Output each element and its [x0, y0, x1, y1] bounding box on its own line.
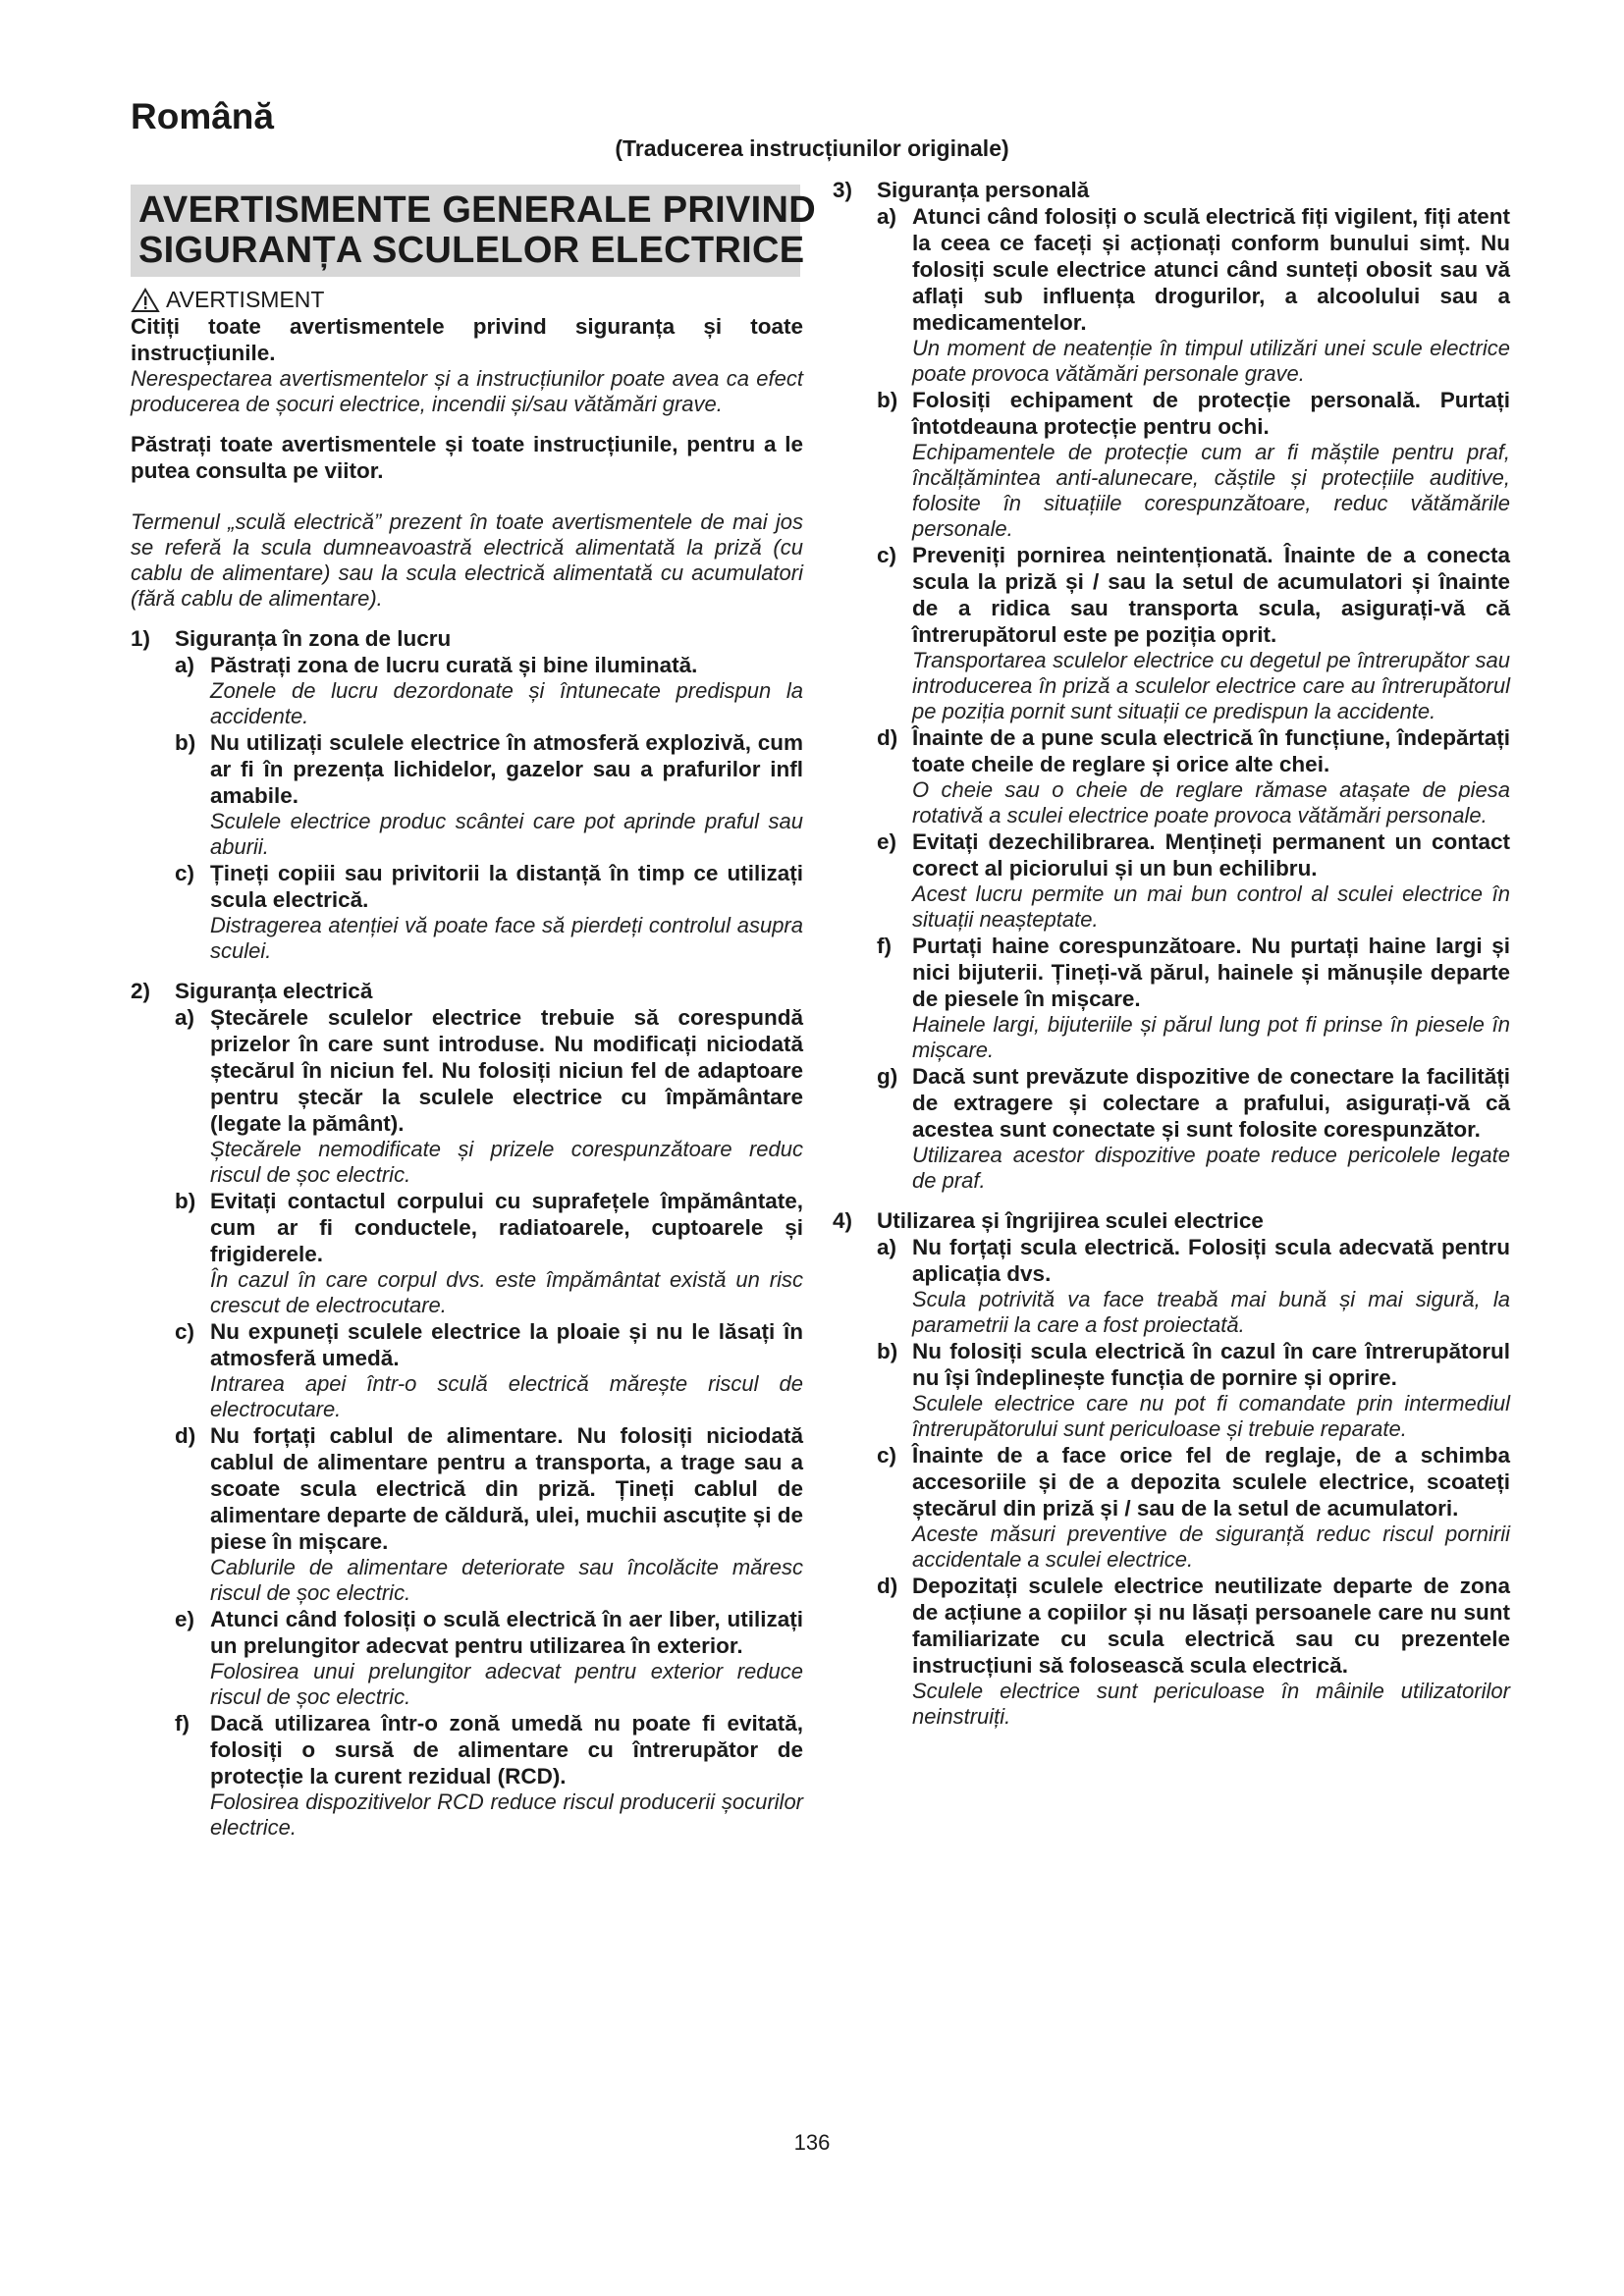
item-instruction: Depozitați sculele electrice neutilizate departe de zona de acțiune a copiilor și nu lăsați persoanele care nu sunt familiarizate cu scula electrică sau cu prezentele instrucțiuni să folosească scula electrică. [912, 1574, 1510, 1678]
item-label: d) [877, 1574, 898, 1598]
list-item [877, 1442, 1510, 1573]
item-label: a) [877, 204, 897, 229]
item-instruction: Nu utilizați sculele electrice în atmosferă explozivă, cum ar fi în prezența lichidelor, gazelor sau a prafurilor infl amabile. [210, 730, 803, 809]
item-instruction: Nu forțați scula electrică. Folosiți scula adecvată pentru aplicația dvs. [912, 1235, 1510, 1286]
item-explanation: Distragerea atenției vă poate face să pierdeți controlul asupra sculei. [210, 913, 803, 964]
section-number: 4) [833, 1208, 853, 1233]
item-explanation: Un moment de neatenție în timpul utilizări unei scule electrice poate provoca vătămări personale grave. [912, 336, 1510, 386]
list-item [175, 652, 803, 729]
left-column [131, 177, 816, 1841]
section-3 [833, 177, 1510, 1194]
item-instruction: Dacă sunt prevăzute dispozitive de conectare la facilități de extragere și colectare a prafului, asigurați-vă că acestea sunt conectate și sunt folosite corespunzător. [912, 1064, 1510, 1142]
item-explanation: Ștecărele nemodificate și prizele corespunzătoare reduc riscul de șoc electric. [210, 1137, 803, 1188]
item-label: f) [175, 1711, 189, 1736]
item-label: a) [175, 653, 195, 678]
language-heading: Română [131, 96, 274, 136]
item-label: d) [175, 1423, 196, 1449]
item-explanation: Scula potrivită va face treabă mai bună și mai sigură, la parametrii la care a fost proiectată. [912, 1287, 1510, 1337]
item-label: c) [175, 1319, 195, 1345]
section-heading [833, 1207, 1510, 1234]
section-title: Siguranța personală [877, 178, 1090, 202]
section-title-line-1: AVERTISMENTE GENERALE PRIVIND [138, 189, 816, 231]
item-instruction: Dacă utilizarea într-o zonă umedă nu poate fi evitată, folosiți o sursă de alimentare cu întrerupător de protecție la curent rezidual (RCD). [210, 1711, 803, 1789]
section-title: Siguranța electrică [175, 979, 373, 1004]
item-instruction: Ștecărele sculelor electrice trebuie să corespundă prizelor în care sunt introduse. Nu modificați niciodată ștecărul în niciun fel. Nu folosiți niciun fel de adaptoare pentru ștecăr la sculele electrice cu împământare (legate la pământ). [210, 1005, 803, 1137]
item-explanation: Zonele de lucru dezordonate și întunecate predispun la accidente. [210, 678, 803, 729]
list-item [175, 1004, 803, 1188]
item-label: d) [877, 725, 898, 750]
item-label: c) [877, 543, 897, 567]
item-explanation: Cablurile de alimentare deteriorate sau încolăcite măresc riscul de șoc electric. [210, 1555, 803, 1606]
page-number: 136 [793, 2130, 831, 2155]
item-instruction: Purtați haine corespunzătoare. Nu purtați haine largi și nici bijuterii. Țineți-vă părul, hainele și mănușile departe de piesele în mișcare. [912, 934, 1510, 1011]
list-item [175, 1606, 803, 1710]
list-item [877, 1234, 1510, 1338]
section-heading [131, 625, 803, 652]
item-label: f) [877, 934, 892, 958]
list-item [877, 542, 1510, 724]
item-explanation: Sculele electrice care nu pot fi comandate prin intermediul întrerupătorului sunt periculoase și trebuie reparate. [912, 1391, 1510, 1441]
warning-heading [131, 287, 803, 313]
item-explanation: Intrarea apei într-o sculă electrică mărește riscul de electrocutare. [210, 1371, 803, 1422]
list-item [877, 387, 1510, 542]
item-instruction: Atunci când folosiți o sculă electrică în aer liber, utilizați un prelungitor adecvat pentru utilizarea în exterior. [210, 1607, 803, 1659]
list-item [175, 1422, 803, 1606]
item-label: c) [877, 1443, 897, 1468]
list-item [175, 1710, 803, 1841]
item-instruction: Evitați dezechilibrarea. Mențineți permanent un contact corect al piciorului și un bun echilibru. [912, 829, 1510, 881]
item-label: a) [877, 1235, 897, 1259]
section-number: 2) [131, 979, 151, 1004]
item-explanation: O cheie sau o cheie de reglare rămase atașate de piesa rotativă a sculei electrice poate provoca vătămări personale. [912, 777, 1510, 828]
item-instruction: Înainte de a face orice fel de reglaje, de a schimba accesoriile și de a depozita sculele electrice, scoateți ștecărul din priză și / sau de la setul de acumulatori. [912, 1443, 1510, 1521]
item-label: e) [877, 829, 897, 854]
list-item [877, 828, 1510, 933]
item-explanation: Folosirea dispozitivelor RCD reduce riscul producerii șocurilor electrice. [210, 1789, 803, 1841]
read-all-instruction: Citiți toate avertismentele privind siguranța și toate instrucțiunile. [131, 314, 803, 366]
term-definition: Termenul „sculă electrică” prezent în toate avertismentele de mai jos se referă la scula dumneavoastră electrică alimentată la priză (cu cablu de alimentare) sau la scula electrică alimentată cu acumulatori (fără cablu de alimentare). [131, 509, 803, 612]
section-2 [131, 978, 803, 1841]
item-explanation: Hainele largi, bijuteriile și părul lung pot fi prinse în piesele în mișcare. [912, 1012, 1510, 1062]
item-explanation: Aceste măsuri preventive de siguranță reduc riscul pornirii accidentale a sculei electrice. [912, 1522, 1510, 1572]
item-label: g) [877, 1064, 898, 1089]
list-item [877, 724, 1510, 828]
item-label: b) [175, 1189, 196, 1214]
section-title: Utilizarea și îngrijirea sculei electrice [877, 1208, 1264, 1233]
item-explanation: În cazul în care corpul dvs. este împământat există un risc crescut de electrocutare. [210, 1267, 803, 1318]
item-instruction: Păstrați zona de lucru curată și bine iluminată. [210, 653, 698, 678]
item-explanation: Acest lucru permite un mai bun control al sculei electrice în situații neașteptate. [912, 881, 1510, 932]
item-label: b) [877, 1339, 898, 1363]
section-title-box [131, 185, 816, 277]
section-number: 3) [833, 178, 853, 202]
list-item [175, 729, 803, 860]
item-instruction: Nu folosiți scula electrică în cazul în care întrerupătorul nu își îndeplinește funcția de pornire și oprire. [912, 1339, 1510, 1390]
warning-triangle-icon [131, 288, 160, 313]
item-instruction: Țineți copiii sau privitorii la distanță în timp ce utilizați scula electrică. [210, 861, 803, 913]
item-label: a) [175, 1005, 195, 1031]
consequence-note: Nerespectarea avertismentelor și a instrucțiunilor poate avea ca efect producerea de șocuri electrice, incendii și/sau vătămări grave. [131, 366, 803, 417]
list-item [877, 1573, 1510, 1730]
section-4 [833, 1207, 1510, 1730]
section-number: 1) [131, 626, 151, 652]
item-instruction: Nu expuneți sculele electrice la ploaie și nu le lăsați în atmosferă umedă. [210, 1319, 803, 1371]
section-title: Siguranța în zona de lucru [175, 626, 452, 652]
item-instruction: Folosiți echipament de protecție personală. Purtați întotdeauna protecție pentru ochi. [912, 388, 1510, 439]
section-heading [833, 177, 1510, 203]
section-1 [131, 625, 803, 964]
list-item [175, 1318, 803, 1422]
keep-instruction: Păstrați toate avertismentele și toate instrucțiunile, pentru a le putea consulta pe viitor. [131, 432, 803, 484]
section-heading [131, 978, 803, 1004]
item-explanation: Folosirea unui prelungitor adecvat pentru exterior reduce riscul de șoc electric. [210, 1659, 803, 1710]
item-instruction: Nu forțați cablul de alimentare. Nu folosiți niciodată cablul de alimentare pentru a transporta, a trage sau a scoate scula electrică din priză. Țineți cablul de alimentare departe de căldură, ulei, muchii ascuțite și de piese în mișcare. [210, 1423, 803, 1555]
item-explanation: Sculele electrice sunt periculoase în mâinile utilizatorilor neinstruiți. [912, 1679, 1510, 1729]
item-explanation: Utilizarea acestor dispozitive poate reduce pericolele legate de praf. [912, 1143, 1510, 1193]
item-label: c) [175, 861, 195, 886]
item-explanation: Sculele electrice produc scântei care pot aprinde praful sau aburii. [210, 809, 803, 860]
list-item [877, 203, 1510, 387]
item-instruction: Evitați contactul corpului cu suprafețele împământate, cum ar fi conductele, radiatoarele, cuptoarele și frigiderele. [210, 1189, 803, 1267]
translation-subtitle: (Traducerea instrucțiunilor originale) [615, 135, 1009, 161]
item-instruction: Înainte de a pune scula electrică în funcțiune, îndepărtați toate cheile de reglare și orice alte chei. [912, 725, 1510, 776]
item-label: e) [175, 1607, 195, 1632]
right-column [833, 177, 1510, 1730]
section-title-line-2: SIGURANȚA SCULELOR ELECTRICE [138, 230, 805, 272]
list-item [877, 933, 1510, 1063]
list-item [877, 1338, 1510, 1442]
item-label: b) [175, 730, 196, 756]
list-item [175, 1188, 803, 1318]
item-explanation: Transportarea sculelor electrice cu degetul pe întrerupător sau introducerea în priză a sculelor electrice care au întrerupătorul pe poziția pornit sunt situații ce predispun la accidente. [912, 648, 1510, 723]
item-explanation: Echipamentele de protecție cum ar fi măștile pentru praf, încălțămintea anti-alunecare, căștile și protecțiile auditive, folosite în situațiile corespunzătoare, reduc vătămările personale. [912, 440, 1510, 541]
list-item [175, 860, 803, 964]
item-label: b) [877, 388, 898, 412]
item-instruction: Atunci când folosiți o sculă electrică fiți vigilent, fiți atent la ceea ce faceți și acționați conform bunului simț. Nu folosiți scule electrice atunci când sunteți obosit sau vă aflați sub influența drogurilor, a alcoolului sau a medicamentelor. [912, 204, 1510, 335]
item-instruction: Preveniți pornirea neintenționată. Înainte de a conecta scula la priză și / sau la setul de acumulatori și înainte de a ridica sau transporta scula, asigurați-vă că întrerupătorul este pe poziția oprit. [912, 543, 1510, 647]
list-item [877, 1063, 1510, 1194]
warning-label: AVERTISMENT [166, 287, 325, 313]
